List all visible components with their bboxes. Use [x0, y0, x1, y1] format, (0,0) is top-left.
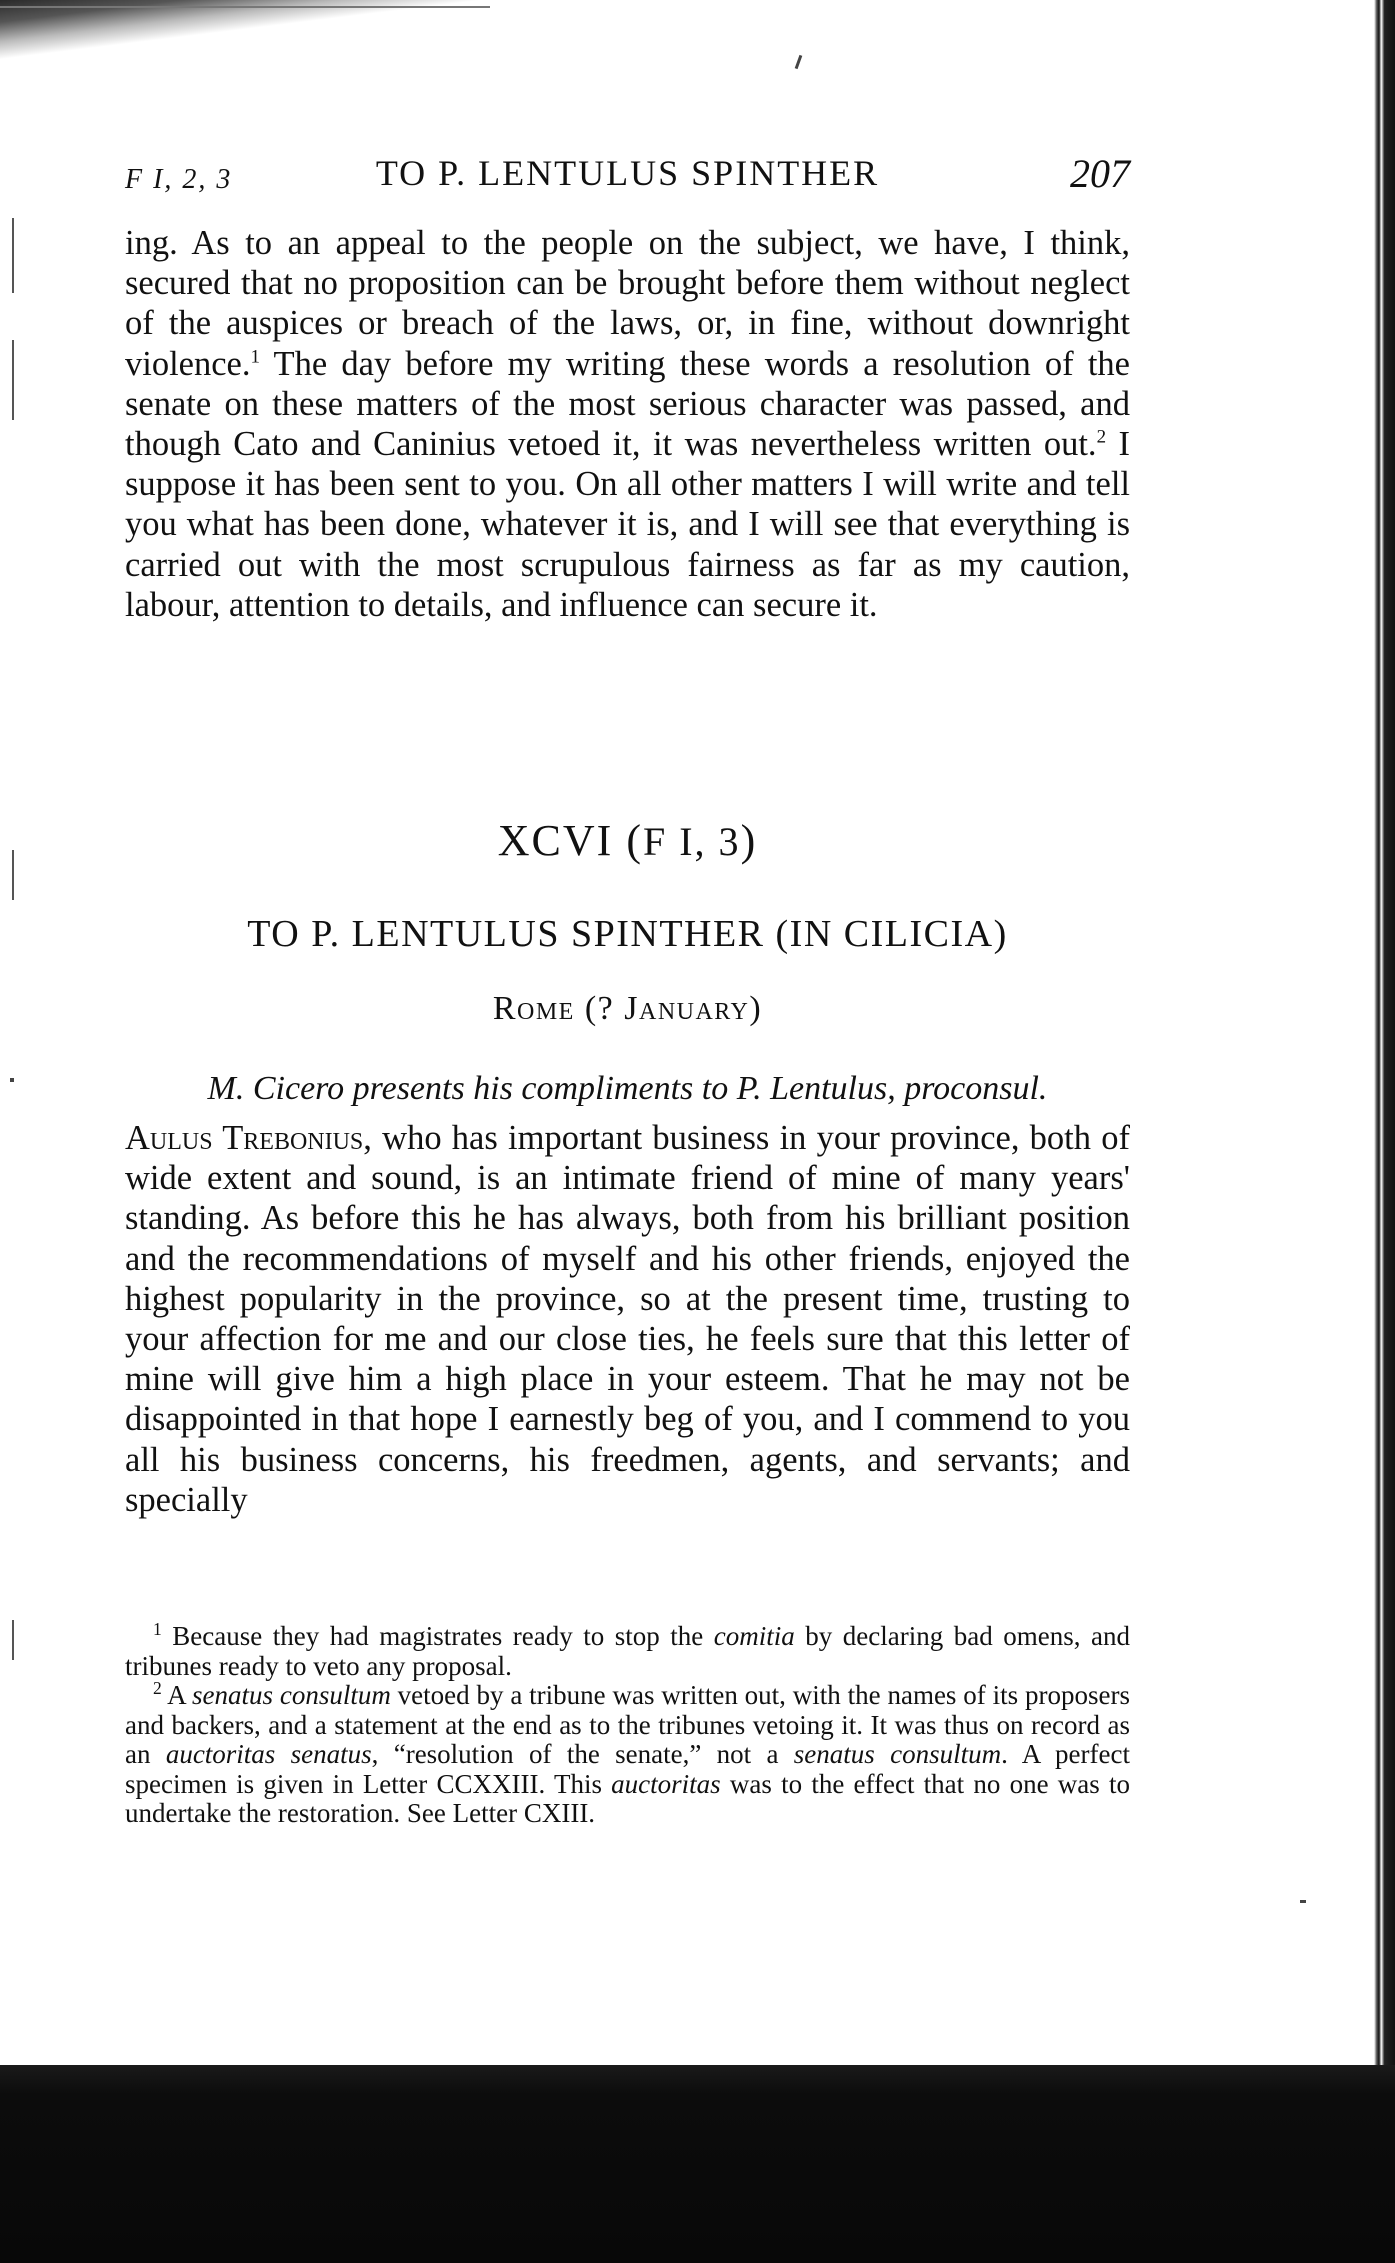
- letter-recipient: TO P. LENTULUS SPINTHER (IN CILICIA): [247, 913, 1008, 955]
- margin-mark: [12, 218, 14, 293]
- footnote-number: 2: [153, 1678, 162, 1698]
- scan-speck: [1300, 1900, 1306, 1903]
- letter-ref-paren: (: [613, 816, 643, 865]
- footnote-text: Because they had magistrates ready to stop the: [161, 1621, 714, 1651]
- header-title: TO P. LENTULUS SPINTHER: [375, 153, 880, 193]
- scan-edge-line: [0, 6, 490, 8]
- footnote-italic: auctoritas senatus: [165, 1739, 372, 1769]
- letter-number: [125, 815, 1130, 866]
- footnote-number: 1: [153, 1619, 162, 1639]
- footnote-italic: auctoritas: [611, 1768, 721, 1799]
- scan-shadow-bottom: [0, 2065, 1395, 2263]
- margin-mark: [12, 1620, 14, 1660]
- running-header: [125, 150, 1130, 200]
- opening-name: Aulus Trebonius: [125, 1119, 364, 1157]
- footnote-text: by declaring bad omens, and tribunes ready to veto any proposal.: [125, 1621, 1131, 1681]
- footnote-text: vetoed by a tribune was written out, with the names of its proposers and backers, and a statement at the end as to the tribunes vetoing it. It was thus on record as an: [125, 1680, 1130, 1769]
- paragraph-text: ing. As to an appeal to the people on the subject, we have, I think, secured that no proposition can be brought before them without neglect of the auspices or breach of the laws, or, in fine, without downright violence.: [125, 224, 1130, 383]
- footnote-marker: 2: [1096, 426, 1107, 448]
- letter-ref: F I, 3: [642, 819, 741, 864]
- letter-salutation: M. Cicero presents his compliments to P. Lentulus, proconsul.: [207, 1070, 1048, 1107]
- footnote-text: . A perfect specimen is given in Letter CCXXIII. This: [125, 1739, 1130, 1799]
- footnote: [125, 1678, 1130, 1829]
- margin-mark: [12, 850, 14, 900]
- scan-shadow-top: [0, 0, 500, 62]
- continued-paragraph: [125, 223, 1130, 625]
- scan-speck: [10, 1078, 14, 1082]
- paragraph-text: The day before my writing these words a resolution of the senate on these matters of the most serious character was passed, and though Cato and Caninius vetoed it, it was nevertheless written out.: [125, 344, 1130, 464]
- footnote-marker: 1: [250, 346, 260, 368]
- footnote-italic: senatus consultum: [793, 1739, 1002, 1769]
- letter-ref-paren: ): [740, 816, 758, 865]
- letter-body: [125, 1118, 1130, 1520]
- paragraph-text: , who has important business in your province, both of wide extent and sound, is an intimate friend of mine of many years' standing. As before this he has always, both from his brilliant position and the recommendations of myself and his other friends, enjoyed the highest popularity in the province, so at the present time, trusting to your affection for me and our close ties, he feels sure that this letter of mine will give him a high place in your esteem. That he may not be disappointed in that hope I earnestly beg of you, and I commend to you all his business concerns, his freedmen, agents, and servants; and specially: [125, 1119, 1130, 1519]
- page-number: 207: [1070, 151, 1130, 196]
- footnote-text: was to the effect that no one was to undertake the restoration. See Letter CXIII.: [125, 1768, 1130, 1828]
- footnote-italic: senatus consultum: [191, 1680, 391, 1710]
- footnotes: [125, 1619, 1131, 1829]
- header-reference: F I, 2, 3: [125, 164, 233, 195]
- letter-place-date: Rome (? January): [492, 990, 763, 1027]
- footnote-italic: comitia: [713, 1621, 795, 1651]
- scan-binding-edge: [1357, 0, 1395, 2090]
- paragraph-text: I suppose it has been sent to you. On all other matters I will write and tell you what has been done, whatever it is, and I will see that everything is carried out with the most scrupulous fairness as far as my caution, labour, attention to details, and influence can secure it.: [125, 425, 1130, 624]
- footnote-text: , “resolution of the senate,” not a: [371, 1739, 794, 1769]
- footnote-text: A: [161, 1680, 192, 1710]
- scan-speck: [795, 55, 803, 69]
- letter-numeral: XCVI: [497, 816, 614, 865]
- footnote: [125, 1619, 1131, 1681]
- margin-mark: [12, 340, 14, 420]
